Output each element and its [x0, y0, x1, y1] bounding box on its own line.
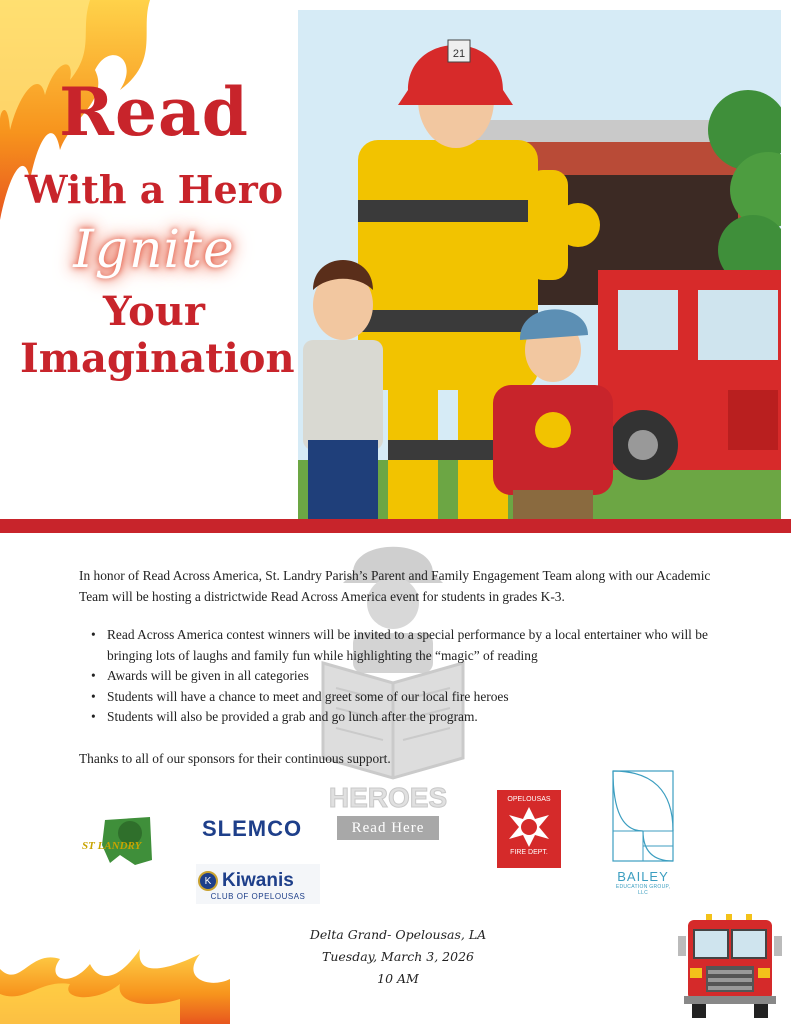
event-time: 10 AM — [377, 971, 419, 986]
slemco-logo: SLEMCO — [202, 816, 303, 841]
kiwanis-subtitle: CLUB OF OPELOUSAS — [210, 892, 306, 901]
kiwanis-name: Kiwanis — [222, 870, 294, 891]
kiwanis-logo — [196, 864, 320, 904]
helmet-number: 21 — [452, 48, 466, 60]
event-venue: Delta Grand- Opelousas, LA — [309, 927, 487, 942]
spiral-icon — [612, 770, 674, 862]
title-read: Read — [59, 73, 249, 151]
st-landry-logo — [80, 815, 156, 867]
kiwanis-emblem-icon: K — [198, 871, 218, 891]
event-title — [20, 73, 295, 383]
flame-decoration-bottom — [0, 929, 230, 1024]
bailey-education-logo — [612, 770, 674, 896]
list-item: • Students will have a chance to meet and greet some of our local fire heroes — [91, 687, 729, 708]
st-landry-label: ST LANDRY — [82, 840, 142, 852]
intro-paragraph: In honor of Read Across America, St. Landry Parish’s Parent and Family Engagement Team along with our Academic Team will be hosting a districtwide Read Across America event for students in grades K-3. — [79, 568, 711, 604]
heroes-wordmark: HEROES — [328, 782, 448, 813]
divider-band — [0, 519, 791, 533]
event-date: Tuesday, March 3, 2026 — [322, 949, 474, 964]
list-item: • Read Across America contest winners will be invited to a special performance by a local entertainer who will be bringing lots of laughs and family fun while highlighting the “magic” of reading — [91, 625, 729, 666]
title-your: Your — [103, 288, 205, 336]
list-item: • Students will also be provided a grab and go lunch after the program. — [91, 707, 729, 728]
fire-truck-icon — [676, 912, 784, 1020]
event-description — [79, 566, 729, 769]
details-list — [79, 625, 729, 728]
list-item: • Awards will be given in all categories — [91, 666, 729, 687]
title-imagination: Imagination — [20, 335, 295, 383]
thanks-paragraph: Thanks to all of our sponsors for their continuous support. — [79, 750, 391, 766]
maltese-cross-icon — [507, 805, 551, 849]
fire-dept-bottom-label: FIRE DEPT. — [510, 849, 548, 856]
fire-dept-top-label: OPELOUSAS — [507, 796, 551, 803]
bailey-name: BAILEY — [617, 869, 669, 884]
event-details — [300, 924, 496, 990]
title-ignite: Ignite — [73, 220, 235, 281]
opelousas-fire-dept-logo — [497, 790, 561, 868]
firefighter-illustration — [298, 10, 781, 520]
bailey-subtitle: EDUCATION GROUP, LLC — [615, 884, 671, 896]
title-with-a-hero: With a Hero — [24, 167, 284, 213]
read-here-button[interactable]: Read Here — [337, 816, 439, 840]
heroes-logo — [324, 782, 452, 840]
